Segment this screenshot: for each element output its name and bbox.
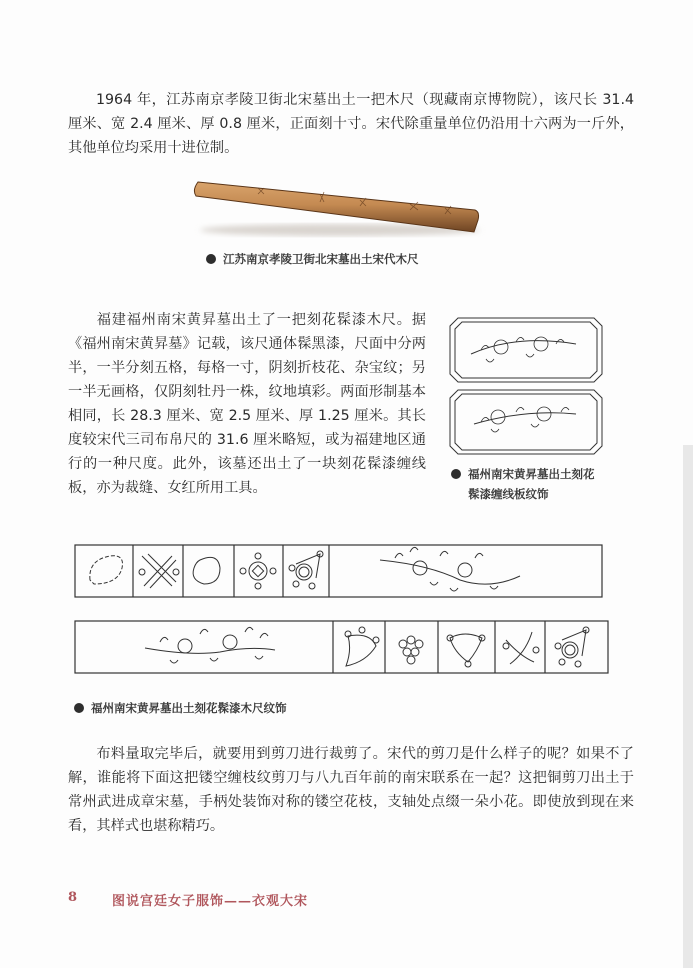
caption-wooden-ruler	[206, 249, 419, 269]
book-title: 图说宫廷女子服饰——衣观大宋	[112, 894, 309, 909]
flowering-branch-icon	[145, 627, 275, 663]
caption-lacquer-ruler	[74, 698, 287, 718]
flowering-branch-icon	[380, 547, 520, 591]
crossed-horns-icon	[139, 554, 179, 588]
thread-board-image	[446, 314, 606, 456]
paragraph-text: 福建福州南宋黄昇墓出土了一把刻花髹漆木尺。据《福州南宋黄昇墓》记载，该尺通体髹黑漆，尺面中分两半，一半分刻五格，每格一寸，阴刻折枝花、杂宝纹；另一半无画格，仅阴刻牡丹一株，纹地填彩。两面形制基本相同，长 28.3 厘米、宽 2.5 厘米、厚 1.25 厘米。其长度较宋代三司布帛尺的 31.6 厘米略短，或为福建地区通行的一种尺度。此外，该墓还出土了一块刻花髹漆缠线板，亦为裁缝、女红所用工具。	[68, 312, 426, 496]
paragraph-ruler-nanjing	[68, 88, 634, 160]
paragraph-text: 布料量取完毕后，就要用到剪刀进行裁剪了。宋代的剪刀是什么样子的呢？如果不了解，谁能将下面这把镂空缠枝纹剪刀与八九百年前的南宋联系在一起？这把铜剪刀出土于常州武进成章宋墓，手柄处装饰对称的镂空花枝，支轴处点缀一朵小花。即使放到现在来看，其样式也堪称精巧。	[68, 746, 634, 834]
cloud-ruyi-icon	[447, 634, 485, 667]
bullet-icon	[74, 703, 84, 713]
paragraph-text: 1964 年，江苏南京孝陵卫街北宋墓出土一把木尺（现藏南京博物院），该尺长 31.4 厘米、宽 2.4 厘米、厚 0.8 厘米，正面刻十寸。宋代除重量单位仍沿用十六两为一斤外，其他单位均采用十进位制。	[68, 92, 634, 156]
caption-line-2: 髹漆缠线板纹饰	[468, 487, 549, 501]
grape-cluster-icon	[399, 636, 423, 664]
bullet-icon	[206, 254, 216, 264]
paragraph-ruler-fuzhou	[68, 308, 426, 500]
page-number: 8	[68, 890, 79, 905]
wooden-ruler-image	[190, 172, 490, 242]
leaf-outline-icon	[90, 556, 123, 584]
caption-text: 福州南宋黄昇墓出土刻花髹漆木尺纹饰	[91, 701, 287, 715]
caption-text: 江苏南京孝陵卫街北宋墓出土宋代木尺	[223, 252, 419, 266]
seal-icon	[555, 627, 589, 667]
strip-frame	[75, 545, 602, 597]
horn-shape-icon	[345, 627, 379, 666]
lacquer-ruler-strip-2	[70, 616, 615, 678]
strip-frame	[75, 621, 608, 673]
side-tab	[683, 445, 693, 968]
paragraph-scissors	[68, 742, 634, 838]
seal-icon	[289, 551, 323, 589]
caption-line-1: 福州南宋黄昇墓出土刻花	[468, 467, 595, 481]
caption-thread-board	[451, 464, 611, 504]
coin-ring-icon	[240, 553, 276, 589]
lacquer-ruler-strip-1	[70, 540, 610, 602]
bullet-icon	[451, 469, 461, 479]
crossed-horns-icon	[503, 632, 539, 664]
ruyi-fruit-icon	[193, 557, 220, 584]
